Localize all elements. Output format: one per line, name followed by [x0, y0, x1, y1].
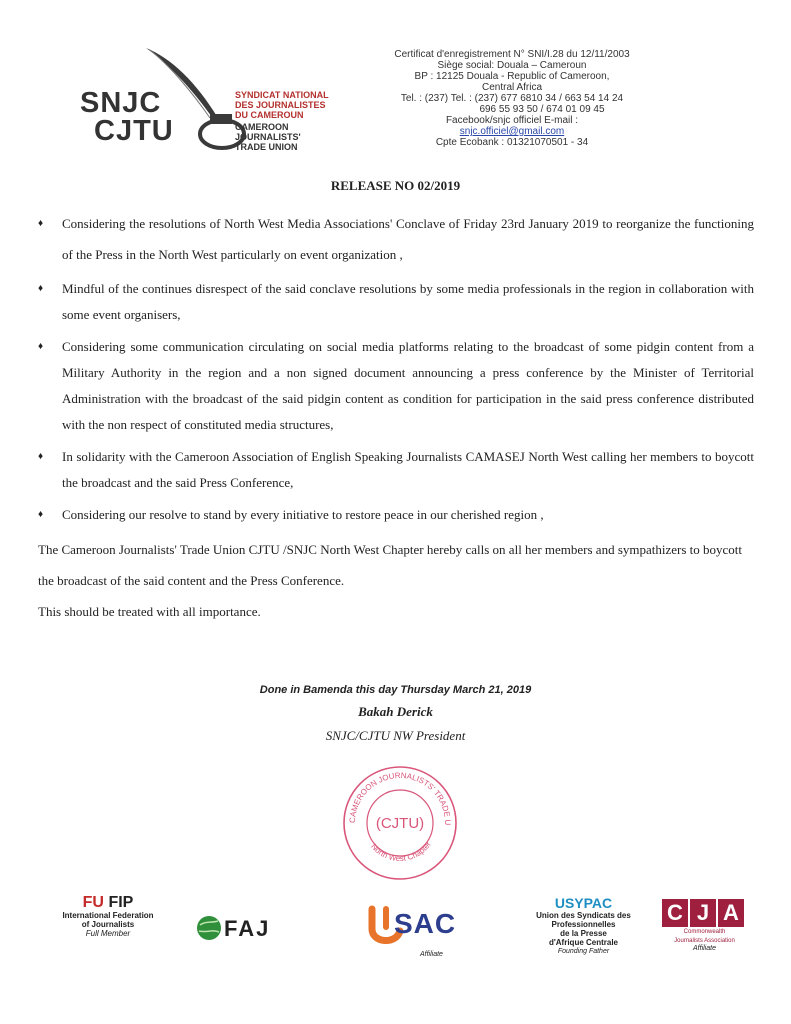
- resolution-text: Mindful of the continues disrespect of the said conclave resolutions by some media professionals in the region in collaboration with some event organisers,: [62, 281, 754, 322]
- logo-fr-line: SYNDICAT NATIONAL: [235, 90, 329, 100]
- logo-fr-line: DES JOURNALISTES: [235, 100, 326, 110]
- resolution-text: Considering our resolve to stand by every initiative to restore peace in our cherished region ,: [62, 507, 544, 522]
- diamond-bullet-icon: ♦: [38, 341, 44, 352]
- faj-name: FAJ: [224, 916, 271, 941]
- cja-note: Affiliate: [693, 945, 716, 952]
- usypac-note: Founding Father: [557, 948, 610, 955]
- contact-line: Siège social: Douala – Cameroun: [437, 60, 587, 71]
- snjc-cjtu-logo: [80, 42, 350, 157]
- ifj-mark: [58, 895, 158, 911]
- resolution-text: Considering the resolutions of North West Media Associations' Conclave of Friday 23rd January 2019 to reorganize the functioning of the Press in the North West particularly on event organization ,: [62, 216, 754, 262]
- logo-french-name: [235, 90, 329, 120]
- ifj-name-line: International Federation: [62, 911, 154, 920]
- diamond-bullet-icon: ♦: [38, 509, 44, 520]
- contact-line: BP : 12125 Douala - Republic of Cameroon,: [414, 71, 610, 82]
- signoff-block: [0, 684, 791, 744]
- signatory-name: Bakah Derick: [358, 704, 433, 719]
- bank-account: Cpte Ecobank : 01321070501 - 34: [435, 137, 589, 148]
- resolution-text: In solidarity with the Cameroon Association of English Speaking Journalists CAMASEJ North West calling her members to boycott the broadcast and the said Press Conference,: [62, 449, 754, 490]
- cja-sub-line: Journalists Association: [674, 938, 735, 944]
- usypac-logo: [526, 895, 641, 956]
- resolution-item: [38, 276, 754, 328]
- logo-cjtu-text: CJTU: [94, 115, 174, 147]
- logo-en-line: CAMEROON: [235, 122, 289, 132]
- cja-letter: J: [690, 899, 716, 927]
- diamond-bullet-icon: ♦: [38, 451, 44, 462]
- resolution-item: [38, 334, 754, 438]
- cja-logo: [662, 899, 747, 952]
- logo-fr-line: DU CAMEROUN: [235, 110, 304, 120]
- ifj-logo: [58, 895, 158, 938]
- stamp-ring-top: CAMEROON JOURNALISTS' TRADE U: [347, 770, 453, 826]
- globe-icon: [196, 915, 222, 941]
- release-title: RELEASE NO 02/2019: [330, 178, 461, 193]
- logo-en-line: JOURNALISTS': [235, 132, 301, 142]
- logo-english-name: [235, 122, 301, 152]
- usypac-line: d'Afrique Centrale: [548, 938, 619, 947]
- resolution-item: [38, 444, 754, 496]
- contact-line: 696 55 93 50 / 674 01 09 45: [479, 104, 605, 115]
- ifj-mark-fu: FU: [82, 894, 104, 911]
- cja-sub-line: Commonwealth: [683, 929, 726, 935]
- done-in-line: Done in Bamenda this day Thursday March 21, 2019: [259, 684, 532, 696]
- call-paragraph: The Cameroon Journalists' Trade Union CJTU /SNJC North West Chapter hereby calls on all her members and sympathizers to boycott the broadcast of the said content and the Press Conference.: [38, 542, 743, 588]
- usac-name: SAC: [394, 908, 457, 939]
- usac-logo: [366, 903, 496, 963]
- email-link[interactable]: snjc.officiel@gmail.com: [459, 126, 565, 137]
- ifj-note: Full Member: [85, 929, 131, 938]
- ifj-mark-fip: FIP: [108, 894, 134, 911]
- cja-letters: [662, 899, 747, 927]
- stamp-ring-bottom: North West Chapter: [369, 839, 433, 864]
- union-stamp: [337, 764, 463, 882]
- usypac-line: Professionnelles: [551, 920, 616, 929]
- resolution-text: Considering some communication circulating on social media platforms relating to the broadcast of some pidgin content from a Military Authority in the region and a non signed document announcing a press conference by the Minister of Territorial Administration with the broadcast of the said pidgin content as condition for participation in the said press conference distributed with the non respect of constituted media structures,: [62, 339, 754, 432]
- resolution-item: [38, 502, 754, 528]
- faj-logo: [196, 913, 306, 947]
- resolution-item: [38, 208, 754, 270]
- contact-line: Facebook/snjc officiel E-mail :: [445, 115, 579, 126]
- contact-block: [372, 49, 652, 148]
- stamp-seal-icon: [337, 764, 463, 882]
- cja-letter: A: [718, 899, 744, 927]
- release-body: [38, 208, 754, 627]
- contact-line: Tel. : (237) Tel. : (237) 677 6810 34 / 663 54 14 24: [400, 93, 624, 104]
- cja-letter: C: [662, 899, 688, 927]
- diamond-bullet-icon: ♦: [38, 218, 44, 229]
- usac-note: Affiliate: [420, 951, 443, 958]
- usypac-line: de la Presse: [560, 929, 607, 938]
- usypac-line: Union des Syndicats des: [536, 911, 631, 920]
- stamp-center-text: (CJTU): [375, 815, 425, 832]
- usypac-name: USYPAC: [554, 895, 613, 911]
- contact-line: Central Africa: [481, 82, 543, 93]
- diamond-bullet-icon: ♦: [38, 283, 44, 294]
- contact-line: Certificat d'enregistrement N° SNI/I.28 du 12/11/2003: [394, 49, 630, 60]
- logo-en-line: TRADE UNION: [235, 142, 298, 152]
- signatory-position: SNJC/CJTU NW President: [325, 728, 466, 743]
- ifj-name-line: of Journalists: [81, 920, 135, 929]
- logo-snjc-text: SNJC: [80, 87, 162, 119]
- importance-paragraph: This should be treated with all importance.: [38, 604, 261, 619]
